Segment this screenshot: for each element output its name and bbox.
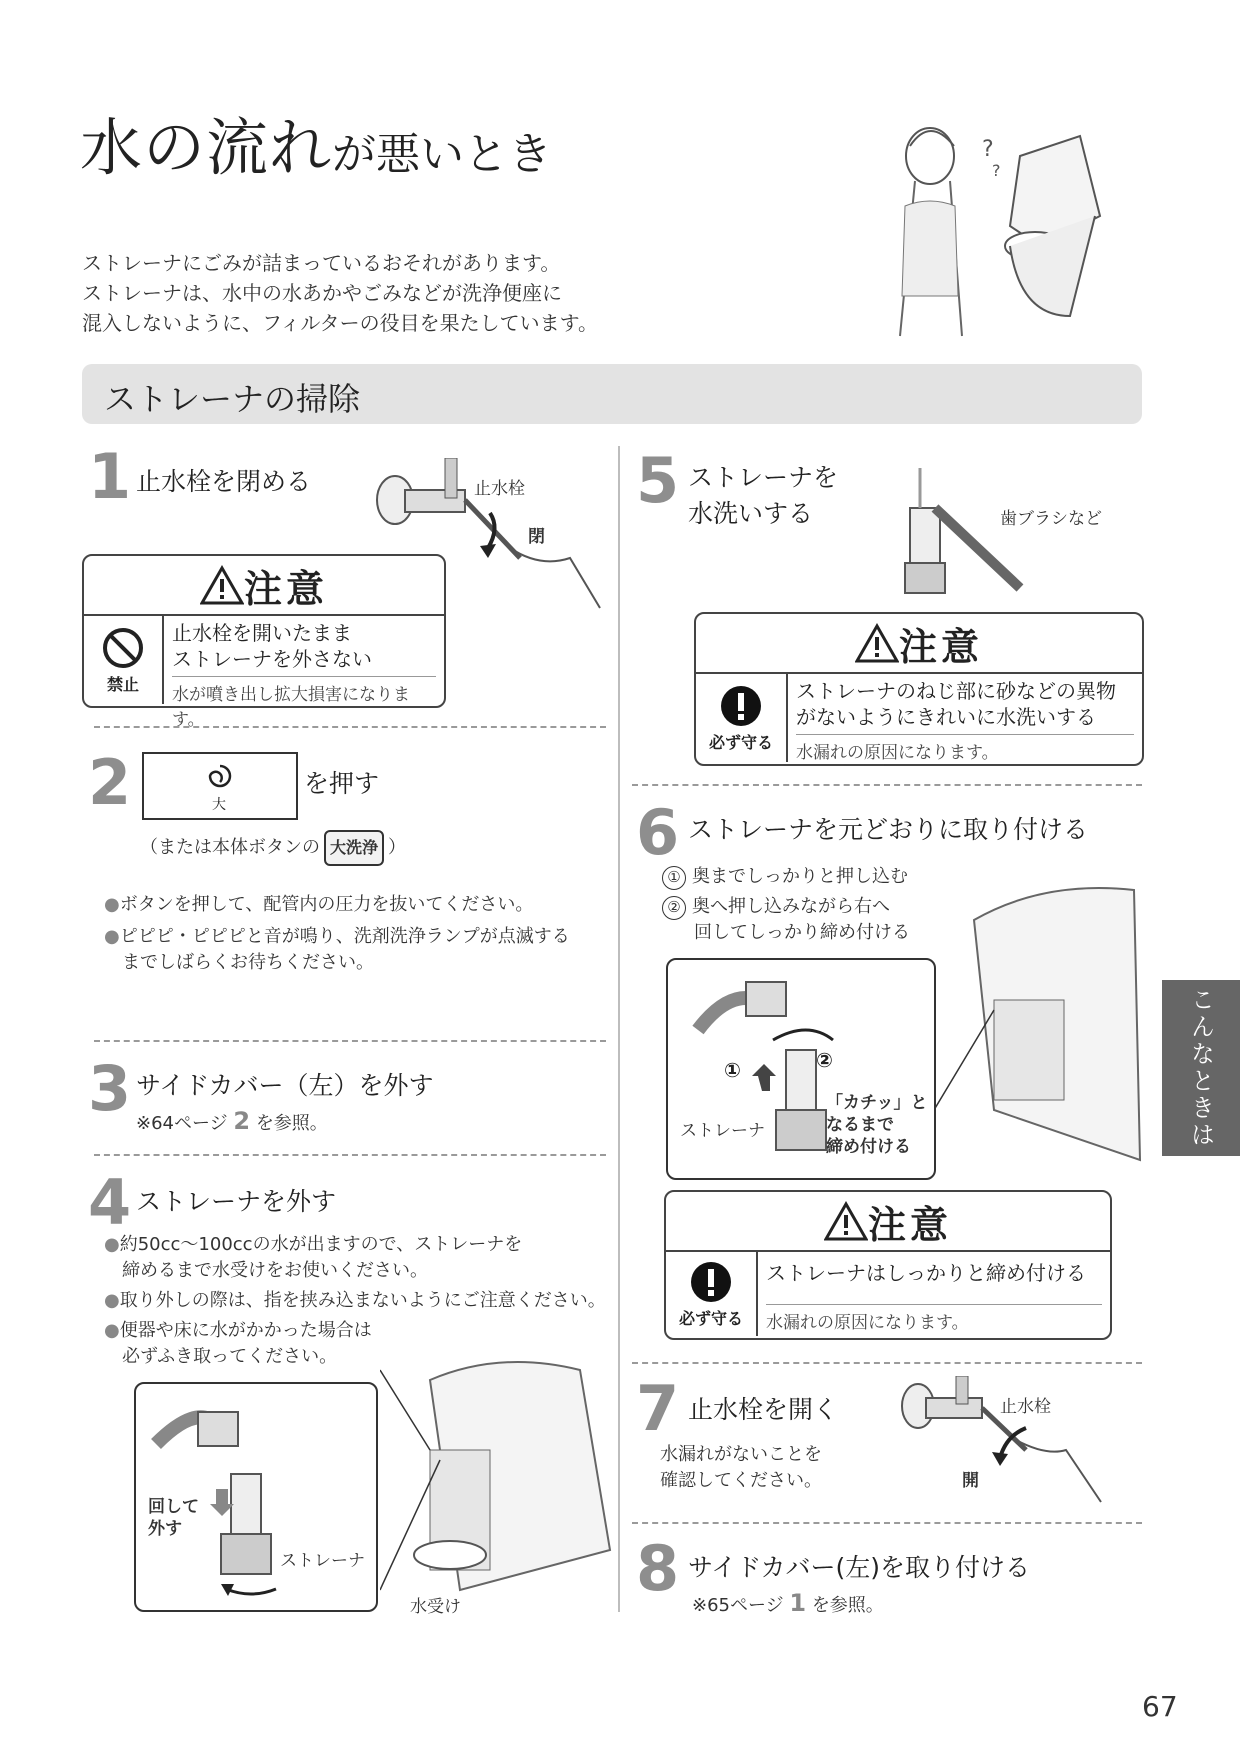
svg-text:?: ? xyxy=(992,161,1001,180)
step-title: ストレーナを xyxy=(688,463,839,492)
toilet-side-install xyxy=(934,880,1142,1170)
caution-box-must: 注意 必ず守る ストレーナのねじ部に砂などの異物 がないようにきれいに水洗いする 水漏れの原因になります。 xyxy=(694,612,1144,766)
step-number: 1 xyxy=(88,440,132,513)
step-number: 2 xyxy=(88,746,132,819)
step-note: 確認してください。 xyxy=(660,1470,822,1491)
divider xyxy=(632,1522,1142,1524)
step-title: 止水栓を開く xyxy=(688,1395,839,1424)
divider xyxy=(632,1362,1142,1364)
warning-triangle-icon xyxy=(855,623,899,663)
sub-step-2: ② 奥へ押し込みながら右へ xyxy=(662,894,890,920)
flush-large-button[interactable]: 大 xyxy=(142,752,298,820)
step-title: ストレーナを元どおりに取り付ける xyxy=(688,815,1089,844)
water-tray-label: 水受け xyxy=(410,1597,461,1617)
page-title: 水の流れが悪いとき xyxy=(80,111,553,184)
sub-step-2-cont: 回してしっかり締め付ける xyxy=(694,922,910,943)
column-divider xyxy=(618,446,620,1612)
alt-button-note: （または本体ボタンの 大洗浄 ） xyxy=(140,830,406,866)
svg-text:?: ? xyxy=(982,137,994,162)
caution-box-must: 注意 必ず守る ストレーナはしっかりと締め付ける 水漏れの原因になります。 xyxy=(664,1190,1112,1340)
prohibit-icon xyxy=(101,626,145,670)
divider xyxy=(632,784,1142,786)
valve-label: 止水栓 xyxy=(474,479,525,499)
step-title: ストレーナを外す xyxy=(136,1187,337,1216)
divider xyxy=(94,726,606,728)
step-number: 3 xyxy=(88,1052,132,1125)
toothbrush-label: 歯ブラシなど xyxy=(1000,509,1102,529)
step-number: 5 xyxy=(636,444,680,517)
divider xyxy=(94,1154,606,1156)
bullet-list: ●約50cc〜100ccの水が出ますので、ストレーナを 締めるまで水受けをお使いください。 ●取り外しの際は、指を挟み込まないようにご注意ください。 ●便器や床に水がかかった場合は 必ずふき取ってください。 xyxy=(104,1234,606,1367)
step-title: サイドカバー（左）を外す xyxy=(136,1071,434,1100)
step-title: 水洗いする xyxy=(688,499,814,528)
warning-triangle-icon xyxy=(200,565,244,605)
divider xyxy=(94,1040,606,1042)
step-number: 8 xyxy=(636,1532,680,1605)
woman-toilet-illustration xyxy=(870,96,1110,346)
step-number: 6 xyxy=(636,796,680,869)
step-title: サイドカバー(左)を取り付ける xyxy=(688,1553,1031,1582)
warning-triangle-icon xyxy=(824,1201,868,1241)
open-label: 開 xyxy=(962,1471,979,1491)
step-title: 止水栓を閉める xyxy=(136,467,312,496)
page-reference: ※64ページ 2 を参照。 xyxy=(136,1107,328,1135)
strainer-install-detail: ① ② 「カチッ」と なるまで 締め付ける ストレーナ xyxy=(666,958,936,1180)
bullet-list: ●ボタンを押して、配管内の圧力を抜いてください。 ●ピピピ・ピピピと音が鳴り、洗剤洗浄ランプが点滅する までしばらくお待ちください。 xyxy=(104,894,570,973)
step-number: 7 xyxy=(636,1372,680,1445)
section-header: ストレーナの掃除 xyxy=(82,364,1142,424)
body-flush-button[interactable]: 大洗浄 xyxy=(324,830,384,866)
swirl-icon xyxy=(204,760,236,792)
mandatory-icon xyxy=(689,1260,733,1304)
step-note: 水漏れがないことを xyxy=(660,1444,822,1465)
side-tab: こんなときは xyxy=(1162,980,1240,1156)
step-number: 4 xyxy=(88,1166,132,1239)
strainer-removal-detail: 回して 外す ストレーナ xyxy=(134,1382,378,1612)
toilet-side-with-tray xyxy=(380,1350,616,1600)
mandatory-icon xyxy=(719,684,763,728)
step-title: を押す xyxy=(304,769,380,798)
page-number: 67 xyxy=(1142,1690,1178,1723)
intro-text: ストレーナにごみが詰まっているおそれがあります。 ストレーナは、水中の水あかやごみなどが洗浄便座に 混入しないように、フィルターの役目を果たしています。 xyxy=(82,251,598,335)
caution-box-prohibit: 注意 禁止 止水栓を開いたまま ストレーナを外さない 水が噴き出し拡大損害になります。 xyxy=(82,554,446,708)
sub-step-1: ① 奥までしっかりと押し込む xyxy=(662,864,908,890)
valve-label: 止水栓 xyxy=(1000,1397,1051,1417)
strainer-wash-illustration xyxy=(880,468,1030,598)
page-reference: ※65ページ 1 を参照。 xyxy=(692,1589,884,1617)
close-label: 閉 xyxy=(528,527,545,547)
